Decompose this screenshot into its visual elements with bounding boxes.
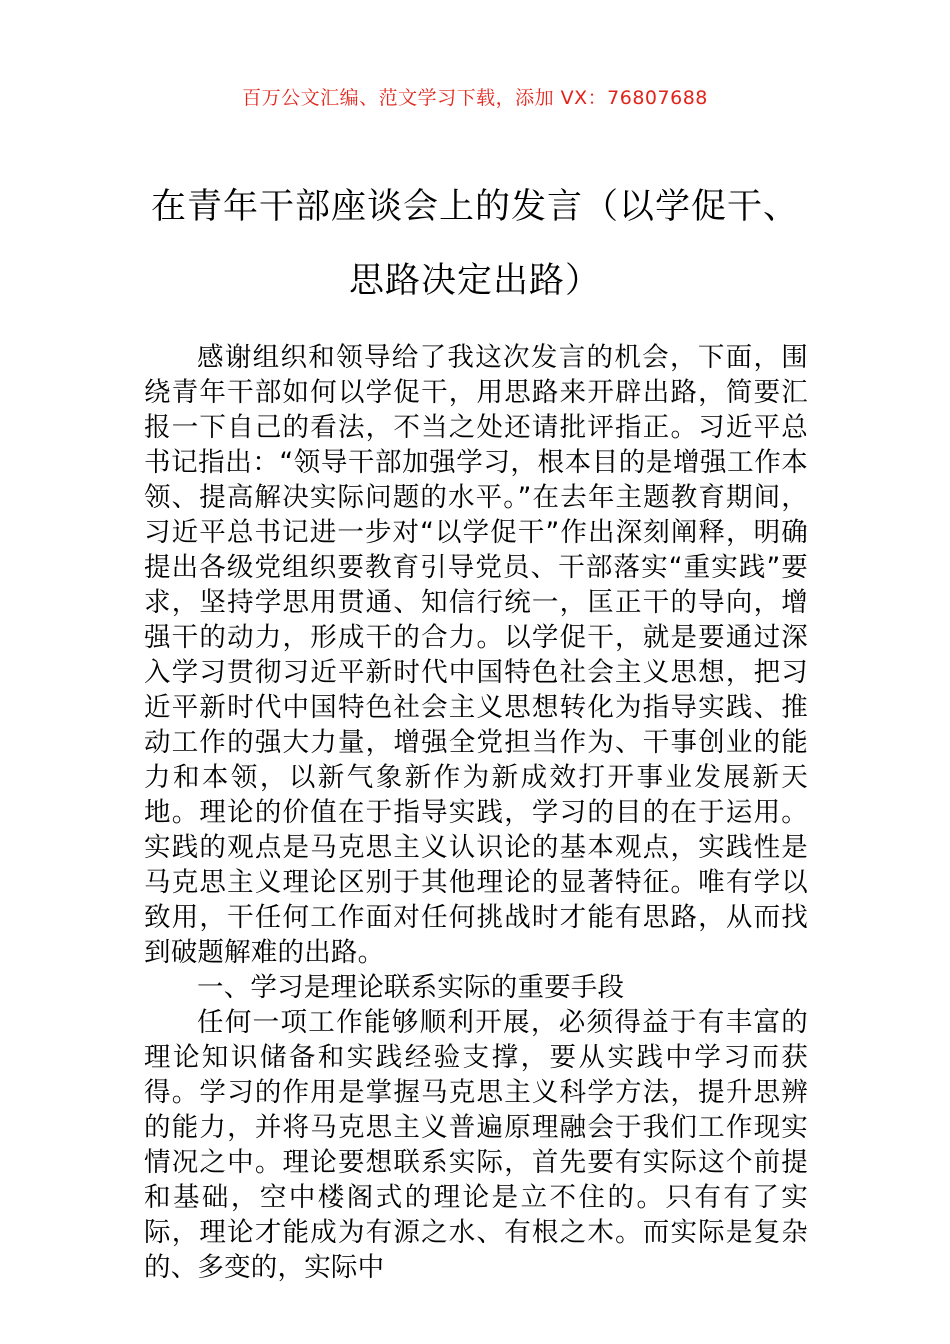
document-title [140,170,810,318]
watermark-banner: 百万公文汇编、范文学习下载，添加 VX：76807688 [242,87,708,109]
section-heading: 一、学习是理论联系实际的重要手段 [197,972,625,1003]
section-paragraph: 任何一项工作能够顺利开展，必须得益于有丰富的理论知识储备和实践经验支撑，要从实践中学习而获得。学习的作用是掌握马克思主义科学方法，提升思辨的能力，并将马克思主义普遍原理融会于我们工作现实情况之中。理论要想联系实际，首先要有实际这个前提和基础，空中楼阁式的理论是立不住的。只有有了实际，理论才能成为有源之水、有根之木。而实际是复杂的、多变的，实际中 [144,1007,808,1283]
intro-paragraph: 感谢组织和领导给了我这次发言的机会，下面，围绕青年干部如何以学促干，用思路来开辟出路，简要汇报一下自己的看法，不当之处还请批评指正。习近平总书记指出：“领导干部加强学习，根本目的是增强工作本领、提高解决实际问题的水平。”在去年主题教育期间，习近平总书记进一步对“以学促干”作出深刻阐释，明确提出各级党组织要教育引导党员、干部落实“重实践”要求，坚持学思用贯通、知信行统一，匡正干的导向，增强干的动力，形成干的合力。以学促干，就是要通过深入学习贯彻习近平新时代中国特色社会主义思想，把习近平新时代中国特色社会主义思想转化为指导实践、推动工作的强大力量，增强全党担当作为、干事创业的能力和本领，以新气象新作为新成效打开事业发展新天地。理论的价值在于指导实践，学习的目的在于运用。实践的观点是马克思主义认识论的基本观点，实践性是马克思主义理论区别于其他理论的显著特征。唯有学以致用，干任何工作面对任何挑战时才能有思路，从而找到破题解难的出路。 [144,342,808,968]
title-line-1: 在青年干部座谈会上的发言（以学促干、 [150,187,799,227]
document-body [144,340,808,1285]
title-line-2: 思路决定出路） [348,261,601,301]
